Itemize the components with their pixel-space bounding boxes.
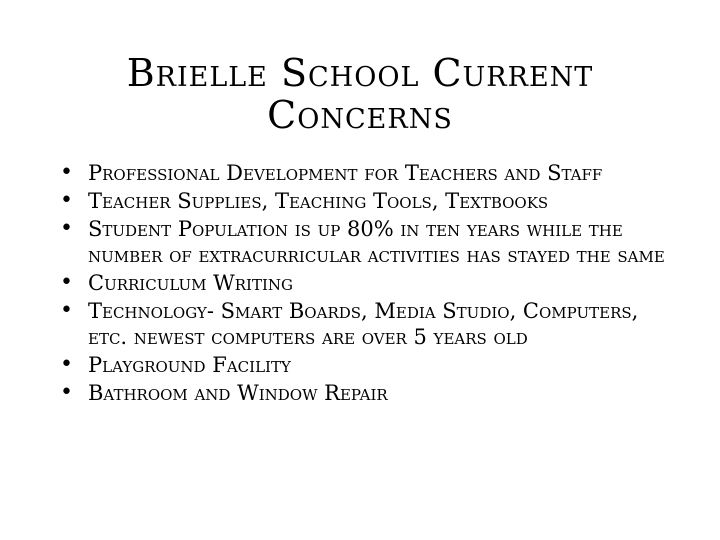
bullet-icon: • [60,188,73,213]
list-item-text: Student Population is up 80% in ten years while the number of extracurricular activities has stayed the same [88,217,665,267]
slide-title [60,52,660,136]
concerns-list [58,160,668,408]
list-item-text: Professional Development for Teachers and Staff [88,161,603,185]
bullet-icon: • [60,216,73,241]
list-item [58,352,668,378]
slide-title-line-1: Brielle School Current [126,51,594,95]
bullet-icon: • [60,298,73,323]
list-item-text: Bathroom and Window Repair [88,381,388,405]
bullet-icon: • [60,160,73,185]
bullet-icon: • [60,352,73,377]
list-item [58,216,668,268]
bullet-icon: • [60,380,73,405]
list-item [58,380,668,406]
list-item-text: Teacher Supplies, Teaching Tools, Textbooks [88,189,549,213]
list-item [58,298,668,350]
bullet-icon: • [60,270,73,295]
list-item-text: Playground Facility [88,353,291,377]
list-item [58,270,668,296]
list-item [58,160,668,186]
list-item-text: Curriculum Writing [88,271,293,295]
list-item-text: Technology- Smart Boards, Media Studio, Computers, etc. newest computers are over 5 years old [88,299,639,349]
slide-title-line-2: Concerns [267,93,453,137]
list-item [58,188,668,214]
